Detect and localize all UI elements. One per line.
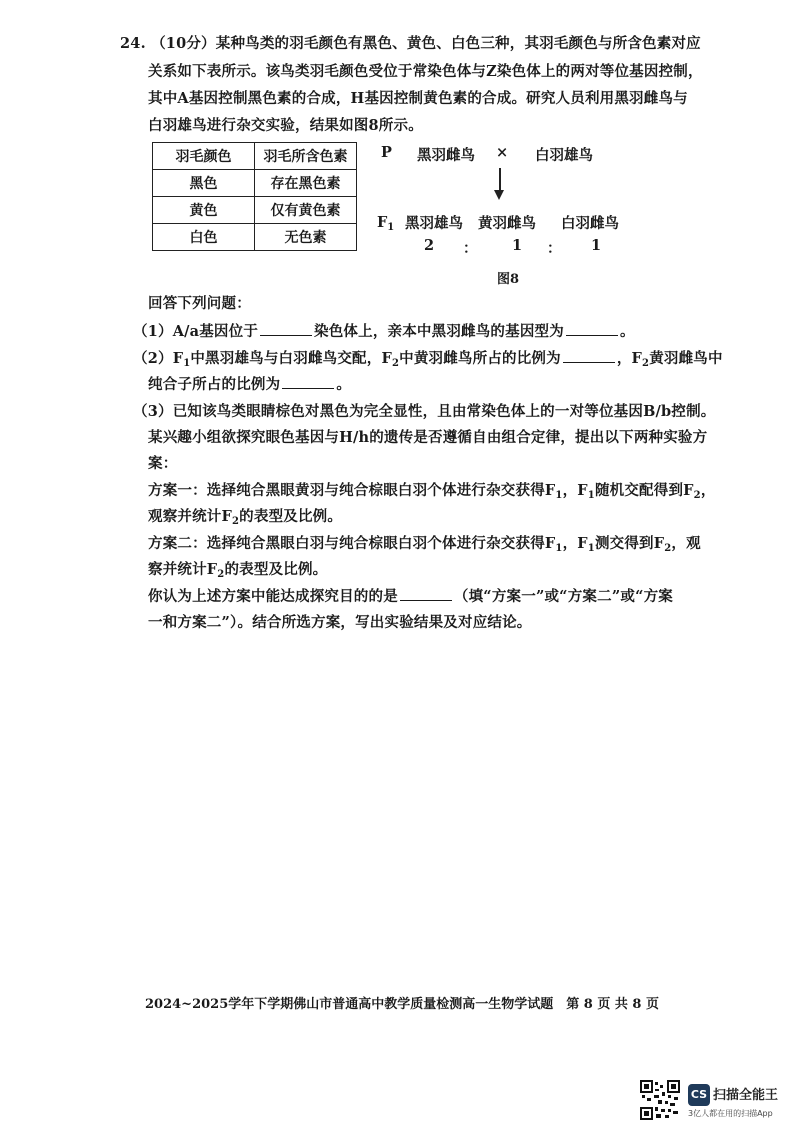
question-intro-line-4: 白羽雄鸟进行杂交实验，结果如图8所示。 xyxy=(148,117,423,134)
plan-1-line-2: 观察并统计$F_2$的表型及比例。 xyxy=(148,508,343,527)
plan-2-line-1: 方案二：选择纯合黑眼白羽与纯合棕眼白羽个体进行杂交获得$F_1$，$F_1$测交得到$F_2$，观 xyxy=(148,535,701,554)
answer-prompt: 回答下列问题： xyxy=(148,295,251,312)
f1-offspring-black-male: 黑羽雄鸟 xyxy=(405,215,463,232)
table-cell: 仅有黄色素 xyxy=(255,197,357,224)
answer-blank[interactable] xyxy=(400,588,452,601)
answer-blank[interactable] xyxy=(282,376,334,389)
choice-line-1: 你认为上述方案中能达成探究目的的是 （填“方案一”或“方案二”或“方案 xyxy=(148,588,674,605)
table-cell: 存在黑色素 xyxy=(255,170,357,197)
sub-question-3-line-1: （3）已知该鸟类眼睛棕色对黑色为完全显性，且由常染色体上的一对等位基因B/b控制。 xyxy=(133,403,716,420)
pigment-table xyxy=(152,142,357,251)
table-cell: 黄色 xyxy=(153,197,255,224)
table-cell: 无色素 xyxy=(255,224,357,251)
f1-generation-label: $F_1$ xyxy=(377,214,395,233)
figure-caption: 图8 xyxy=(497,272,520,287)
sub-question-3-line-2: 某兴趣小组欲探究眼色基因与H/h的遗传是否遵循自由组合定律，提出以下两种实验方 xyxy=(148,429,708,446)
table-row xyxy=(153,224,357,251)
plan-1-line-1: 方案一：选择纯合黑眼黄羽与纯合棕眼白羽个体进行杂交获得$F_1$，$F_1$随机交配得到$F_2$， xyxy=(148,482,716,501)
ratio-value: 2 xyxy=(424,237,435,254)
table-row xyxy=(153,170,357,197)
table-row xyxy=(153,197,357,224)
answer-blank[interactable] xyxy=(563,350,615,363)
sub-question-1: （1）A/a基因位于 染色体上，亲本中黑羽雌鸟的基因型为 。 xyxy=(133,323,635,340)
question-intro-line-2: 关系如下表所示。该鸟类羽毛颜色受位于常染色体与Z染色体上的两对等位基因控制， xyxy=(148,63,703,80)
table-header-cell: 羽毛颜色 xyxy=(153,143,255,170)
parent-generation-label: P xyxy=(381,144,392,161)
cross-arrow-icon xyxy=(499,168,501,192)
f1-offspring-yellow-female: 黄羽雌鸟 xyxy=(478,215,536,232)
scanner-subtitle: 3亿人都在用的扫描App xyxy=(688,1109,773,1118)
parent-male: 白羽雄鸟 xyxy=(535,147,593,164)
question-number: 24. xyxy=(120,35,146,52)
parent-female: 黑羽雌鸟 xyxy=(417,147,475,164)
sub-question-2-line-2: 纯合子所占的比例为 。 xyxy=(148,376,352,393)
cross-symbol: × xyxy=(496,144,509,161)
qr-code-icon xyxy=(640,1080,680,1120)
ratio-value: 1 xyxy=(591,237,602,254)
page-footer: 2024~2025学年下学期佛山市普通高中教学质量检测高一生物学试题 第 8 页 共 8 页 xyxy=(145,997,659,1012)
scanner-title: 扫描全能王 xyxy=(713,1088,779,1103)
question-intro-line-1: 24. （10分）某种鸟类的羽毛颜色有黑色、黄色、白色三种，其羽毛颜色与所含色素对应 xyxy=(120,35,701,52)
plan-2-line-2: 察并统计$F_2$的表型及比例。 xyxy=(148,561,328,580)
table-cell: 黑色 xyxy=(153,170,255,197)
answer-blank[interactable] xyxy=(260,323,312,336)
f1-offspring-white-female: 白羽雌鸟 xyxy=(561,215,619,232)
table-header-row xyxy=(153,143,357,170)
table-cell: 白色 xyxy=(153,224,255,251)
camscanner-logo-icon: CS xyxy=(688,1084,710,1106)
table-header-cell: 羽毛所含色素 xyxy=(255,143,357,170)
arrow-head-icon xyxy=(494,190,504,200)
ratio-separator: ： xyxy=(463,240,478,257)
sub-question-3-line-3: 案： xyxy=(148,455,178,472)
answer-blank[interactable] xyxy=(566,323,618,336)
question-intro-line-3: 其中A基因控制黑色素的合成，H基因控制黄色素的合成。研究人员利用黑羽雌鸟与 xyxy=(148,90,688,107)
choice-line-2: 一和方案二”）。结合所选方案，写出实验结果及对应结论。 xyxy=(148,614,532,631)
sub-question-2-line-1: $(2)F_1$中黑羽雄鸟与白羽雌鸟交配，$F_2$中黄羽雌鸟所占的比例为 ，$F_2$黄羽雌鸟中 xyxy=(133,350,723,369)
ratio-separator: ： xyxy=(547,240,562,257)
ratio-value: 1 xyxy=(512,237,523,254)
